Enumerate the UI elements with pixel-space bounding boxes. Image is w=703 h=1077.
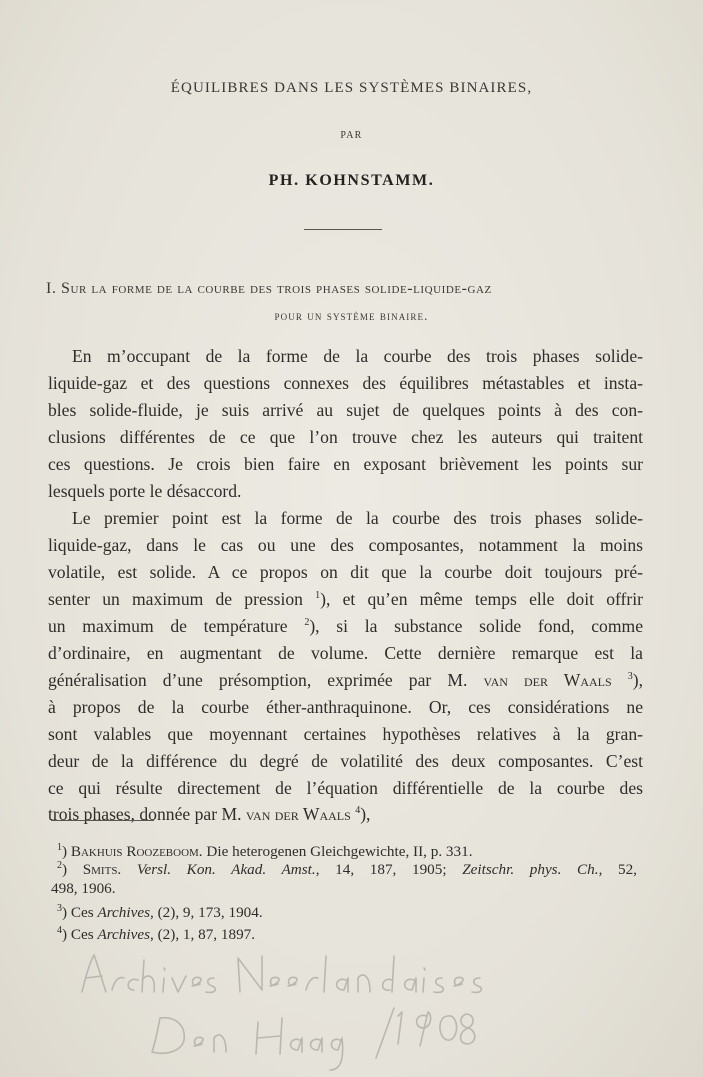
footnote-text: Ces bbox=[70, 926, 94, 943]
line-text: ), et qu’en même temps elle doit offrir bbox=[320, 589, 643, 609]
section-title-line1: Sur la forme de la courbe des trois phases solide-liquide-gaz bbox=[61, 280, 492, 297]
footnote-text: Die heterogenen Gleichgewichte, II, p. 331. bbox=[206, 843, 473, 860]
paragraph-line bbox=[48, 669, 643, 691]
paragraph-line: clusions différentes de ce que l’on trouve chez les auteurs qui traitent bbox=[48, 427, 643, 447]
paragraph-line: volatile, est solide. A ce propos on dit que la courbe doit toujours pré- bbox=[48, 562, 643, 582]
paragraph-line: ce qui résulte directement de l’équation différentielle de la courbe des bbox=[48, 778, 643, 798]
footnote-text: , 52, bbox=[598, 861, 637, 878]
footnote: $^1$) Bakhuis Roozeboom. Die heterogenen Gleichgewichte, II, p. 331. bbox=[57, 841, 473, 860]
footnote-journal: Archives bbox=[97, 926, 151, 943]
title-divider bbox=[304, 229, 382, 230]
paragraph-line: à propos de la courbe éther-anthraquinone. Or, ces considérations ne bbox=[48, 697, 643, 717]
cited-name: van der Waals bbox=[483, 670, 612, 690]
footnote-mark: 3 bbox=[57, 902, 62, 914]
paragraph-line: En m’occupant de la forme de la courbe des trois phases solide- bbox=[72, 346, 643, 366]
paragraph-line: bles solide-fluide, je suis arrivé au sujet de quelques points à des con- bbox=[48, 400, 643, 420]
line-text: senter un maximum de pression bbox=[48, 589, 303, 609]
paragraph-line bbox=[48, 803, 643, 825]
footnote-ref[interactable]: 2 bbox=[304, 617, 310, 629]
footnote-divider bbox=[51, 820, 154, 821]
footnote-mark: 1 bbox=[57, 841, 62, 853]
line-text: ), bbox=[360, 804, 371, 824]
paragraph-line: d’ordinaire, en augmentant de volume. Cette dernière remarque est la bbox=[48, 643, 643, 663]
journal-title: ÉQUILIBRES DANS LES SYSTÈMES BINAIRES, bbox=[170, 80, 533, 96]
footnote-text: , (2), 9, 173, 1904. bbox=[150, 904, 263, 921]
footnote-mark: 2 bbox=[57, 859, 62, 871]
paragraph-line bbox=[48, 615, 643, 637]
paragraph-line: ces questions. Je crois bien faire en exposant brièvement les points sur bbox=[48, 454, 643, 474]
footnote-journal: Archives bbox=[97, 904, 151, 921]
footnote-author: Smits. bbox=[82, 861, 122, 878]
footnote-journal: Zeitschr. phys. Ch. bbox=[462, 861, 599, 878]
footnote-ref[interactable]: 3 bbox=[627, 671, 633, 683]
footnote: $^4$) Ces Archives, (2), 1, 87, 1897. bbox=[57, 924, 256, 943]
author-name: PH. KOHNSTAMM. bbox=[268, 172, 435, 189]
section-title-line2: pour un système binaire. bbox=[274, 308, 429, 323]
paragraph-line bbox=[48, 588, 643, 610]
paragraph-line: liquide-gaz et des questions connexes des équilibres métastables et insta- bbox=[48, 373, 643, 393]
section-heading bbox=[46, 280, 644, 298]
line-text: généralisation d’une présomption, exprimée par M. bbox=[48, 670, 468, 690]
paragraph-line: liquide-gaz, dans le cas ou une des composantes, notamment la moins bbox=[48, 535, 643, 555]
footnote-text: , 14, 187, 1905; bbox=[315, 861, 447, 878]
footnote-text: Ces bbox=[70, 904, 94, 921]
paragraph-line: sont valables que moyennant certaines hypothèses relatives à la gran- bbox=[48, 724, 643, 744]
footnote-ref[interactable]: 1 bbox=[315, 590, 321, 602]
footnote: $^2$) Smits. Versl. Kon. Akad. Amst., 14, 187, 1905; Zeitschr. phys. Ch., 52, bbox=[57, 859, 637, 878]
line-text: ), bbox=[632, 670, 643, 690]
by-line: PAR bbox=[340, 130, 363, 141]
footnote-ref[interactable]: 4 bbox=[355, 805, 361, 817]
line-text: un maximum de température bbox=[48, 616, 288, 636]
footnote: $^3$) Ces Archives, (2), 9, 173, 1904. bbox=[57, 902, 263, 921]
section-number: I. bbox=[46, 280, 57, 297]
paragraph-line: Le premier point est la forme de la courbe des trois phases solide- bbox=[72, 508, 643, 528]
line-text: trois phases, donnée par M. bbox=[48, 804, 242, 824]
footnote-text: , (2), 1, 87, 1897. bbox=[150, 926, 256, 943]
paragraph-line: lesquels porte le désaccord. bbox=[48, 481, 242, 501]
line-text: ), si la substance solide fond, comme bbox=[309, 616, 644, 636]
footnote-author: Bakhuis Roozeboom. bbox=[70, 843, 203, 860]
cited-name: van der Waals bbox=[245, 804, 351, 824]
footnote-continuation: 498, 1906. bbox=[51, 880, 116, 897]
footnote-mark: 4 bbox=[57, 924, 62, 936]
paragraph-line: deur de la différence du degré de volatilité des deux composantes. C’est bbox=[48, 751, 643, 771]
footnote-journal: Versl. Kon. Akad. Amst. bbox=[136, 861, 316, 878]
